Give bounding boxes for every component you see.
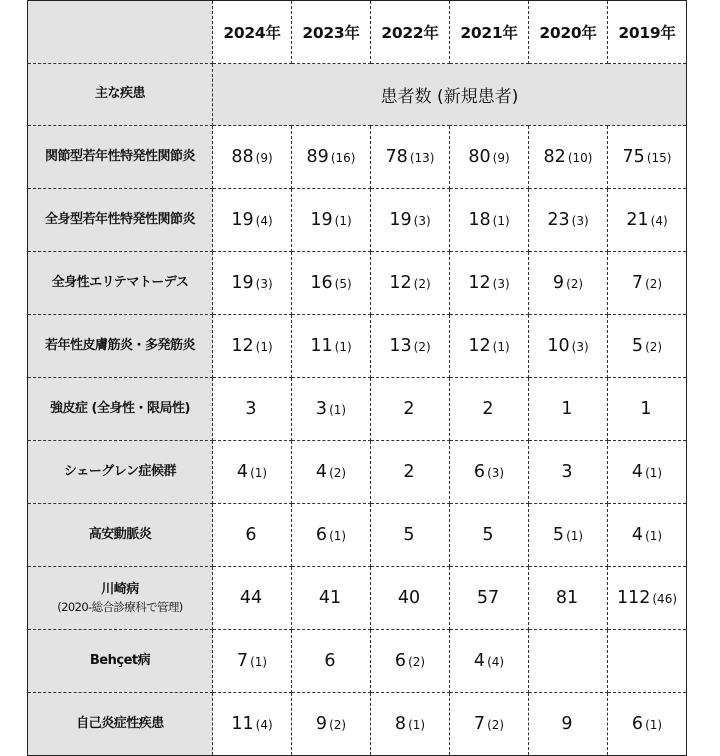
count-cell <box>371 441 450 504</box>
patient-count: 12 <box>231 336 254 356</box>
count-cell <box>213 504 292 567</box>
disease-name: 全身型若年性特発性関節炎 <box>44 211 195 227</box>
patient-count: 4 <box>315 462 328 482</box>
patient-count: 16 <box>310 273 333 293</box>
new-patient-count: (4) <box>255 214 273 228</box>
patient-count: 82 <box>543 147 566 167</box>
count-cell <box>529 693 608 756</box>
new-patient-count: (4) <box>487 655 505 669</box>
new-patient-count: (1) <box>329 403 347 417</box>
disease-name-cell <box>28 567 213 630</box>
count-cell <box>450 126 529 189</box>
count-cell <box>292 126 371 189</box>
count-cell <box>292 378 371 441</box>
patient-count: 75 <box>622 147 645 167</box>
patient-count: 9 <box>561 714 573 734</box>
count-cell <box>213 693 292 756</box>
patient-count: 4 <box>236 462 249 482</box>
patient-count: 7 <box>236 651 249 671</box>
new-patient-count: (4) <box>255 718 273 732</box>
disease-name-cell <box>28 189 213 252</box>
new-patient-count: (46) <box>652 592 678 606</box>
patient-count: 11 <box>310 336 333 356</box>
new-patient-count: (16) <box>330 151 356 165</box>
disease-column-label: 主な疾患 <box>28 64 213 126</box>
new-patient-count: (3) <box>571 214 589 228</box>
count-cell <box>608 693 687 756</box>
patient-count: 88 <box>231 147 254 167</box>
count-cell <box>529 567 608 630</box>
patient-count: 7 <box>473 714 486 734</box>
new-patient-count: (1) <box>645 718 663 732</box>
count-cell <box>292 441 371 504</box>
count-cell <box>371 693 450 756</box>
count-cell <box>450 315 529 378</box>
count-cell <box>213 378 292 441</box>
patient-count: 21 <box>626 210 649 230</box>
count-cell <box>292 252 371 315</box>
disease-name-cell <box>28 315 213 378</box>
patient-count: 18 <box>468 210 491 230</box>
year-header: 2022年 <box>371 1 450 64</box>
count-cell <box>213 189 292 252</box>
patient-count: 5 <box>482 525 494 545</box>
corner-cell <box>28 1 213 64</box>
count-cell <box>292 504 371 567</box>
new-patient-count: (3) <box>487 466 505 480</box>
count-cell <box>450 189 529 252</box>
patient-count-table <box>27 0 687 756</box>
table-row <box>28 630 687 693</box>
table-row <box>28 504 687 567</box>
patient-count: 12 <box>468 336 491 356</box>
patient-count: 112 <box>616 588 651 608</box>
count-cell <box>608 252 687 315</box>
patient-count: 6 <box>394 651 407 671</box>
year-header: 2023年 <box>292 1 371 64</box>
disease-note: (2020-総合診療科で管理) <box>57 599 183 614</box>
disease-name: 若年性皮膚筋炎・多発筋炎 <box>44 337 195 353</box>
new-patient-count: (1) <box>492 340 510 354</box>
count-cell <box>608 504 687 567</box>
patient-count: 19 <box>389 210 412 230</box>
count-cell <box>608 630 687 693</box>
year-header: 2019年 <box>608 1 687 64</box>
new-patient-count: (1) <box>492 214 510 228</box>
new-patient-count: (1) <box>250 466 268 480</box>
patient-count: 57 <box>476 588 500 608</box>
patient-count: 3 <box>315 399 328 419</box>
disease-name: シェーグレン症候群 <box>64 463 176 479</box>
patient-count: 5 <box>552 525 565 545</box>
count-cell <box>529 441 608 504</box>
count-cell <box>529 504 608 567</box>
table-row <box>28 315 687 378</box>
table-row <box>28 441 687 504</box>
new-patient-count: (1) <box>645 529 663 543</box>
count-cell <box>292 630 371 693</box>
new-patient-count: (1) <box>329 529 347 543</box>
count-cell <box>371 189 450 252</box>
count-cell <box>450 693 529 756</box>
patient-count: 6 <box>324 651 336 671</box>
patient-count: 2 <box>403 462 415 482</box>
count-cell <box>292 315 371 378</box>
patient-count: 3 <box>561 462 573 482</box>
count-cell <box>608 441 687 504</box>
new-patient-count: (1) <box>250 655 268 669</box>
patient-count: 41 <box>318 588 342 608</box>
patient-count: 2 <box>403 399 415 419</box>
count-cell <box>450 252 529 315</box>
patient-count: 4 <box>631 462 644 482</box>
patient-count: 80 <box>468 147 491 167</box>
count-cell <box>450 504 529 567</box>
disease-name-cell <box>28 504 213 567</box>
count-cell <box>292 567 371 630</box>
metric-label: 患者数 (新規患者) <box>213 64 687 126</box>
count-cell <box>529 630 608 693</box>
patient-count: 8 <box>394 714 407 734</box>
count-cell <box>608 315 687 378</box>
table-row <box>28 189 687 252</box>
patient-count: 5 <box>631 336 644 356</box>
patient-count: 19 <box>231 273 254 293</box>
patient-count: 19 <box>231 210 254 230</box>
new-patient-count: (1) <box>408 718 426 732</box>
count-cell <box>213 567 292 630</box>
count-cell <box>371 504 450 567</box>
new-patient-count: (1) <box>334 214 352 228</box>
count-cell <box>371 126 450 189</box>
new-patient-count: (5) <box>334 277 352 291</box>
count-cell <box>450 441 529 504</box>
column-label-row <box>28 64 687 126</box>
new-patient-count: (1) <box>334 340 352 354</box>
disease-name-cell <box>28 378 213 441</box>
new-patient-count: (1) <box>255 340 273 354</box>
count-cell <box>213 126 292 189</box>
count-cell <box>213 630 292 693</box>
new-patient-count: (4) <box>650 214 668 228</box>
count-cell <box>371 252 450 315</box>
count-cell <box>529 378 608 441</box>
disease-name-cell <box>28 630 213 693</box>
disease-name: 全身性エリテマトーデス <box>51 274 189 290</box>
new-patient-count: (9) <box>492 151 510 165</box>
patient-count: 12 <box>389 273 412 293</box>
patient-count: 11 <box>231 714 254 734</box>
count-cell <box>529 126 608 189</box>
year-header: 2024年 <box>213 1 292 64</box>
patient-count: 2 <box>482 399 494 419</box>
patient-count: 6 <box>631 714 644 734</box>
patient-count: 6 <box>315 525 328 545</box>
new-patient-count: (3) <box>492 277 510 291</box>
count-cell <box>450 630 529 693</box>
patient-count: 78 <box>385 147 408 167</box>
patient-count: 4 <box>473 651 486 671</box>
count-cell <box>450 567 529 630</box>
new-patient-count: (15) <box>646 151 672 165</box>
new-patient-count: (2) <box>413 277 431 291</box>
count-cell <box>450 378 529 441</box>
new-patient-count: (13) <box>409 151 435 165</box>
disease-name: 川崎病 <box>101 581 139 597</box>
year-header: 2020年 <box>529 1 608 64</box>
patient-count: 6 <box>473 462 486 482</box>
disease-name-cell <box>28 441 213 504</box>
disease-name: 強皮症 (全身性・限局性) <box>50 400 190 416</box>
patient-count: 5 <box>403 525 415 545</box>
count-cell <box>213 315 292 378</box>
count-cell <box>529 252 608 315</box>
patient-count: 3 <box>245 399 257 419</box>
new-patient-count: (2) <box>329 718 347 732</box>
patient-count: 40 <box>397 588 421 608</box>
count-cell <box>292 189 371 252</box>
table-row <box>28 567 687 630</box>
count-cell <box>608 189 687 252</box>
patient-count: 23 <box>547 210 570 230</box>
table-row <box>28 693 687 756</box>
new-patient-count: (2) <box>487 718 505 732</box>
patient-count: 4 <box>631 525 644 545</box>
patient-count: 12 <box>468 273 491 293</box>
new-patient-count: (2) <box>645 277 663 291</box>
count-cell <box>371 567 450 630</box>
patient-count: 89 <box>306 147 329 167</box>
table-row <box>28 126 687 189</box>
new-patient-count: (9) <box>255 151 273 165</box>
patient-count: 1 <box>561 399 573 419</box>
new-patient-count: (2) <box>408 655 426 669</box>
disease-name-cell <box>28 252 213 315</box>
count-cell <box>529 189 608 252</box>
year-header: 2021年 <box>450 1 529 64</box>
table-row <box>28 252 687 315</box>
count-cell <box>608 126 687 189</box>
patient-count: 10 <box>547 336 570 356</box>
patient-count: 1 <box>640 399 652 419</box>
disease-name-cell <box>28 693 213 756</box>
patient-count: 9 <box>315 714 328 734</box>
new-patient-count: (1) <box>566 529 584 543</box>
new-patient-count: (3) <box>255 277 273 291</box>
new-patient-count: (2) <box>413 340 431 354</box>
new-patient-count: (2) <box>566 277 584 291</box>
patient-count: 13 <box>389 336 412 356</box>
table-row <box>28 378 687 441</box>
patient-count: 6 <box>245 525 257 545</box>
patient-count: 44 <box>239 588 263 608</box>
patient-count: 7 <box>631 273 644 293</box>
count-cell <box>292 693 371 756</box>
count-cell <box>371 630 450 693</box>
count-cell <box>213 441 292 504</box>
count-cell <box>213 252 292 315</box>
new-patient-count: (3) <box>571 340 589 354</box>
patient-count: 19 <box>310 210 333 230</box>
disease-name: 関節型若年性特発性関節炎 <box>44 148 195 164</box>
count-cell <box>608 378 687 441</box>
patient-count: 81 <box>555 588 579 608</box>
new-patient-count: (10) <box>567 151 593 165</box>
table-body <box>28 126 687 756</box>
new-patient-count: (2) <box>645 340 663 354</box>
disease-name: 自己炎症性疾患 <box>76 715 164 731</box>
new-patient-count: (1) <box>645 466 663 480</box>
new-patient-count: (2) <box>329 466 347 480</box>
count-cell <box>371 378 450 441</box>
year-header-row <box>28 1 687 64</box>
disease-name-cell <box>28 126 213 189</box>
count-cell <box>608 567 687 630</box>
disease-name: 高安動脈炎 <box>88 526 152 542</box>
disease-name: Behçet病 <box>89 652 151 668</box>
new-patient-count: (3) <box>413 214 431 228</box>
count-cell <box>371 315 450 378</box>
patient-count: 9 <box>552 273 565 293</box>
count-cell <box>529 315 608 378</box>
